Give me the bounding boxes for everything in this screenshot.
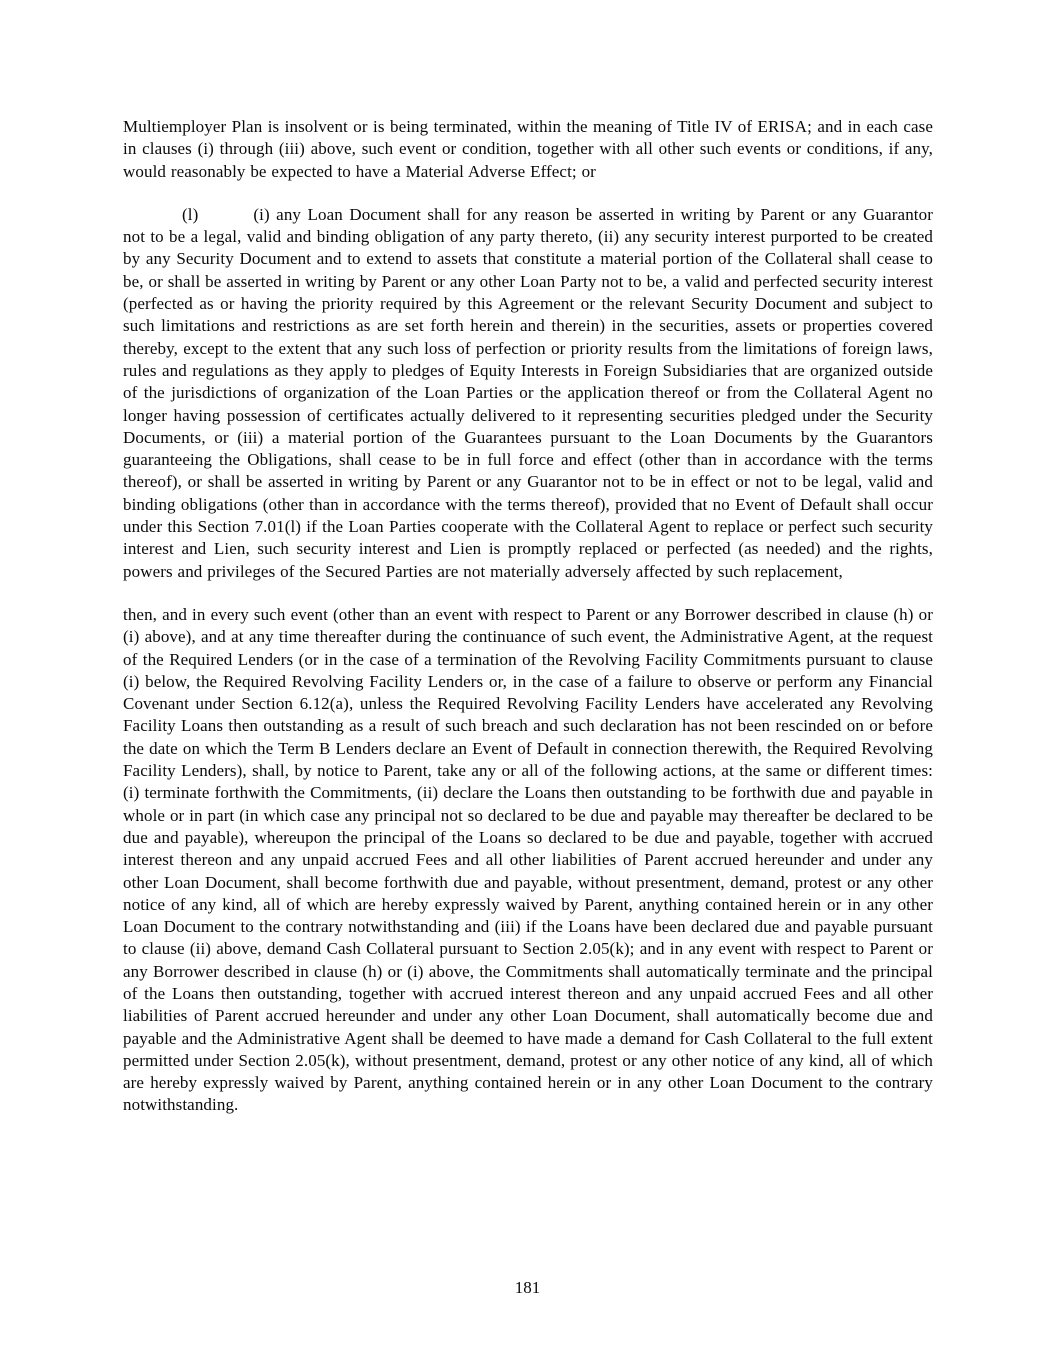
paragraph-clause-l bbox=[123, 204, 933, 583]
page-number: 181 bbox=[514, 1278, 541, 1297]
paragraph-remedies: then, and in every such event (other than an event with respect to Parent or any Borrower described in clause (h) or (i) above), and at any time thereafter during the continuance of such event, the Administrative Agent, at the request of the Required Lenders (or in the case of a termination of the Revolving Facility Commitments pursuant to clause (i) below, the Required Revolving Facility Lenders or, in the case of a failure to observe or perform any Financial Covenant under Section 6.12(a), unless the Required Revolving Facility Lenders have accelerated any Revolving Facility Loans then outstanding as a result of such breach and such declaration has not been rescinded on or before the date on which the Term B Lenders declare an Event of Default in connection therewith, the Required Revolving Facility Lenders), shall, by notice to Parent, take any or all of the following actions, at the same or different times: (i) terminate forthwith the Commitments, (ii) declare the Loans then outstanding to be forthwith due and payable in whole or in part (in which case any principal not so declared to be due and payable may thereafter be declared to be due and payable), whereupon the principal of the Loans so declared to be due and payable, together with accrued interest thereon and any unpaid accrued Fees and all other liabilities of Parent accrued hereunder and under any other Loan Document, shall become forthwith due and payable, without presentment, demand, protest or any other notice of any kind, all of which are hereby expressly waived by Parent, anything contained herein or in any other Loan Document to the contrary notwithstanding and (iii) if the Loans have been declared due and payable pursuant to clause (ii) above, demand Cash Collateral pursuant to Section 2.05(k); and in any event with respect to Parent or any Borrower described in clause (h) or (i) above, the Commitments shall automatically terminate and the principal of the Loans then outstanding, together with accrued interest thereon and any unpaid accrued Fees and all other liabilities of Parent accrued hereunder and under any other Loan Document, shall automatically become due and payable and the Administrative Agent shall be deemed to have made a demand for Cash Collateral to the full extent permitted under Section 2.05(k), without presentment, demand, protest or any other notice of any kind, all of which are hereby expressly waived by Parent, anything contained herein or in any other Loan Document to the contrary notwithstanding. bbox=[123, 604, 933, 1115]
paragraph-continuation: Multiemployer Plan is insolvent or is being terminated, within the meaning of Title IV of ERISA; and in each case in clauses (i) through (iii) above, such event or condition, together with all other such events or conditions, if any, would reasonably be expected to have a Material Adverse Effect; or bbox=[123, 117, 933, 181]
clause-l-text: (i) any Loan Document shall for any reason be asserted in writing by Parent or any Guarantor not to be a legal, valid and binding obligation of any party thereto, (ii) any security interest purported to be created by any Security Document and to extend to assets that constitute a material portion of the Collateral shall cease to be, or shall be asserted in writing by Parent or any other Loan Party not to be, a valid and perfected security interest (perfected as or having the priority required by this Agreement or the relevant Security Document and subject to such limitations and restrictions as are set forth herein and therein) in the securities, assets or properties covered thereby, except to the extent that any such loss of perfection or priority results from the limitations of foreign laws, rules and regulations as they apply to pledges of Equity Interests in Foreign Subsidiaries that are organized outside of the jurisdictions of organization of the Loan Parties or the application thereof or from the Collateral Agent no longer having possession of certificates actually delivered to it representing securities pledged under the Security Documents, or (iii) a material portion of the Guarantees pursuant to the Loan Documents by the Guarantors guaranteeing the Obligations, shall cease to be in full force and effect (other than in accordance with the terms thereof), or shall be asserted in writing by Parent or any Guarantor not to be in effect or not to be legal, valid and binding obligations (other than in accordance with the terms thereof), provided that no Event of Default shall occur under this Section 7.01(l) if the Loan Parties cooperate with the Collateral Agent to replace or perfect such security interest and Lien, such security interest and Lien is promptly replaced or perfected (as needed) and the rights, powers and privileges of the Secured Parties are not materially adversely affected by such replacement, bbox=[123, 204, 933, 581]
page-body bbox=[123, 116, 933, 1138]
clause-label: (l) bbox=[182, 204, 199, 224]
